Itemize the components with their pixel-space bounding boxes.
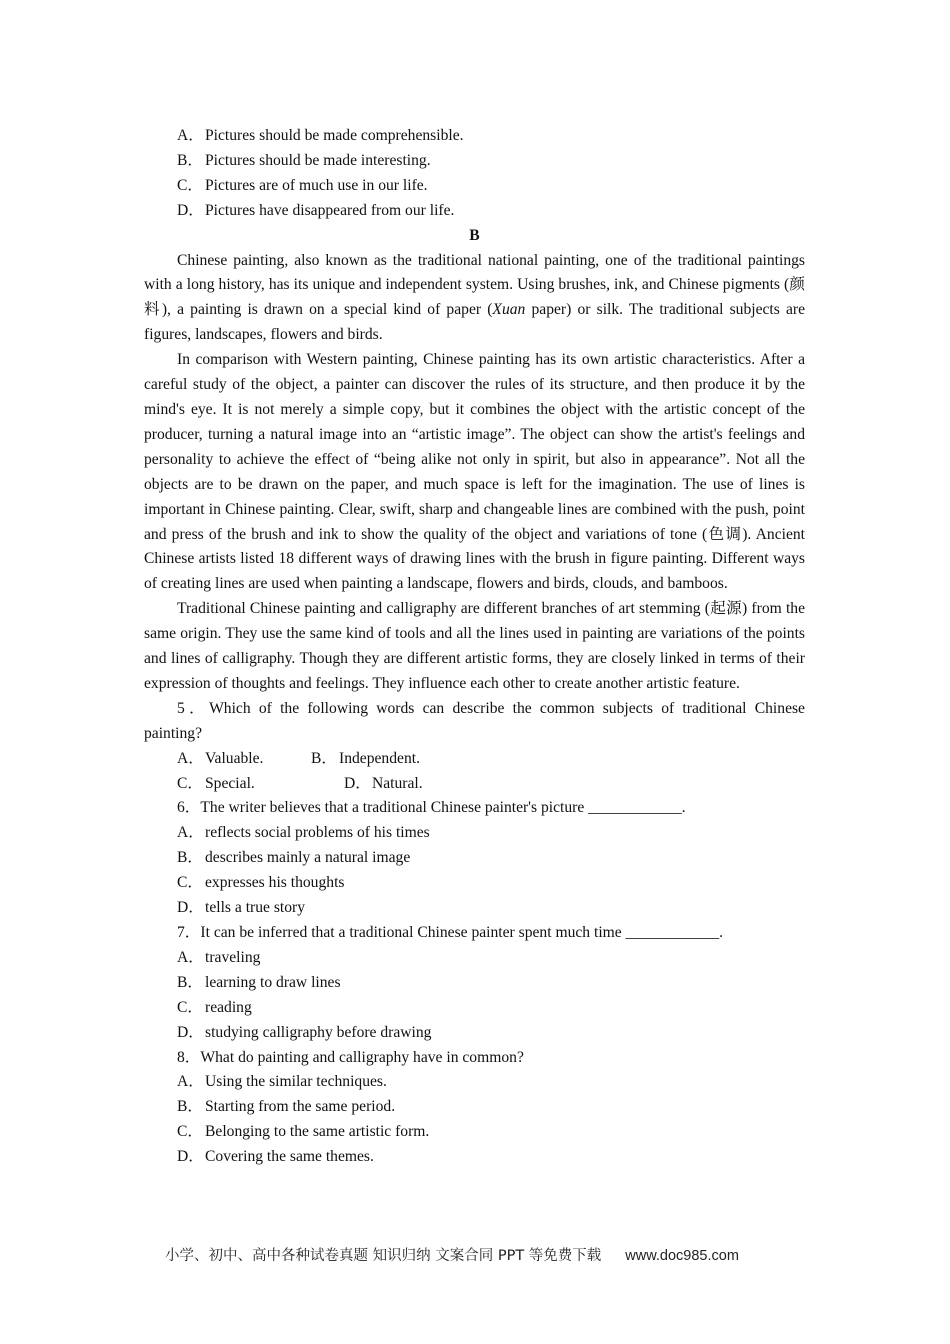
option-c: C． Pictures are of much use in our life. [177,176,428,194]
passage-paragraph-3: Traditional Chinese painting and calligraphy are different branches of art stemming (起源) from the same origin. They use the same kind of tools and all the lines used in painting are variations of the points and lines of calligraphy. Though they are different artistic forms, they are closely linked in terms of their expression of thoughts and feelings. They influence each other to create another artistic feature. [144,600,805,692]
question-5 [144,697,805,797]
question-5-options-row-2 [144,772,805,797]
option-a: A．Pictures should be made comprehensible. [177,127,464,144]
footer-url-link[interactable]: www.doc985.com [625,1248,739,1264]
option-b: B． learning to draw lines [177,973,341,991]
question-6 [144,796,805,921]
option-d: D．Pictures have disappeared from our life. [177,201,455,219]
italic-term: Xuan [492,301,526,319]
question-8 [144,1046,805,1171]
question-7 [144,921,805,1046]
passage-paragraph-2: In comparison with Western painting, Chinese painting has its own artistic characteristics. After a careful study of the object, a painter can discover the rules of its structure, and then produce it by the mind's eye. It is not merely a simple copy, but it combines the object with the artistic concept of the producer, turning a natural image into an “artistic image”. The object can show the artist's feelings and personality to achieve the effect of “being alike not only in spirit, but also in appearance”. Not all the objects are to be drawn on the paper, and much space is left for the imagination. The use of lines is important in Chinese painting. Clear, swift, sharp and changeable lines are combined with the push, point and press of the brush and ink to show the quality of the object and variations of tone (色调). Ancient Chinese artists listed 18 different ways of drawing lines with the brush in figure painting. Different ways of creating lines are used when painting a landscape, flowers and birds, clouds, and bamboos. [144,351,805,593]
option-c: C． Belonging to the same artistic form. [177,1123,430,1141]
option-c: C． expresses his thoughts [177,874,345,892]
option-d: D．Natural. [344,774,423,792]
option-b: B． Starting from the same period. [177,1098,396,1116]
question-6-stem: 6．The writer believes that a traditional Chinese painter's picture ____________. [177,799,686,817]
option-a: A．Valuable. [177,749,264,767]
question-8-stem: 8．What do painting and calligraphy have in common? [177,1048,524,1066]
option-d: D．tells a true story [177,899,306,917]
option-b: B． Independent. [311,749,420,767]
option-a: A．Using the similar techniques. [177,1073,387,1091]
option-b: B． describes mainly a natural image [177,849,411,867]
option-c: C． reading [177,998,252,1016]
previous-question-options [144,124,805,224]
section-heading: B [469,226,480,244]
page-footer [165,1244,739,1265]
option-c: C． Special. [177,774,255,792]
option-b: B． Pictures should be made interesting. [177,151,431,169]
option-d: D．Covering the same themes. [177,1148,374,1166]
option-a: A．reflects social problems of his times [177,824,430,842]
question-5-options-row-1 [144,747,805,772]
question-5-stem: 5．Which of the following words can describe the common subjects of traditional Chinese painting? [144,699,805,742]
question-7-stem: 7．It can be inferred that a traditional Chinese painter spent much time ____________. [177,924,724,941]
option-d: D．studying calligraphy before drawing [177,1023,432,1041]
document-page [144,124,805,1170]
footer-text: 小学、初中、高中各种试卷真题 知识归纳 文案合同 PPT 等免费下载 [165,1248,602,1264]
passage-paragraph-1: Chinese painting, also known as the traditional national painting, one of the traditional paintings with a long history, has its unique and independent system. Using brushes, ink, and Chinese pigments (颜料), a painting is drawn on a special kind of paper (Xuan paper) or silk. The traditional subjects are figures, landscapes, flowers and birds. [144,251,806,344]
option-a: A．traveling [177,948,261,966]
